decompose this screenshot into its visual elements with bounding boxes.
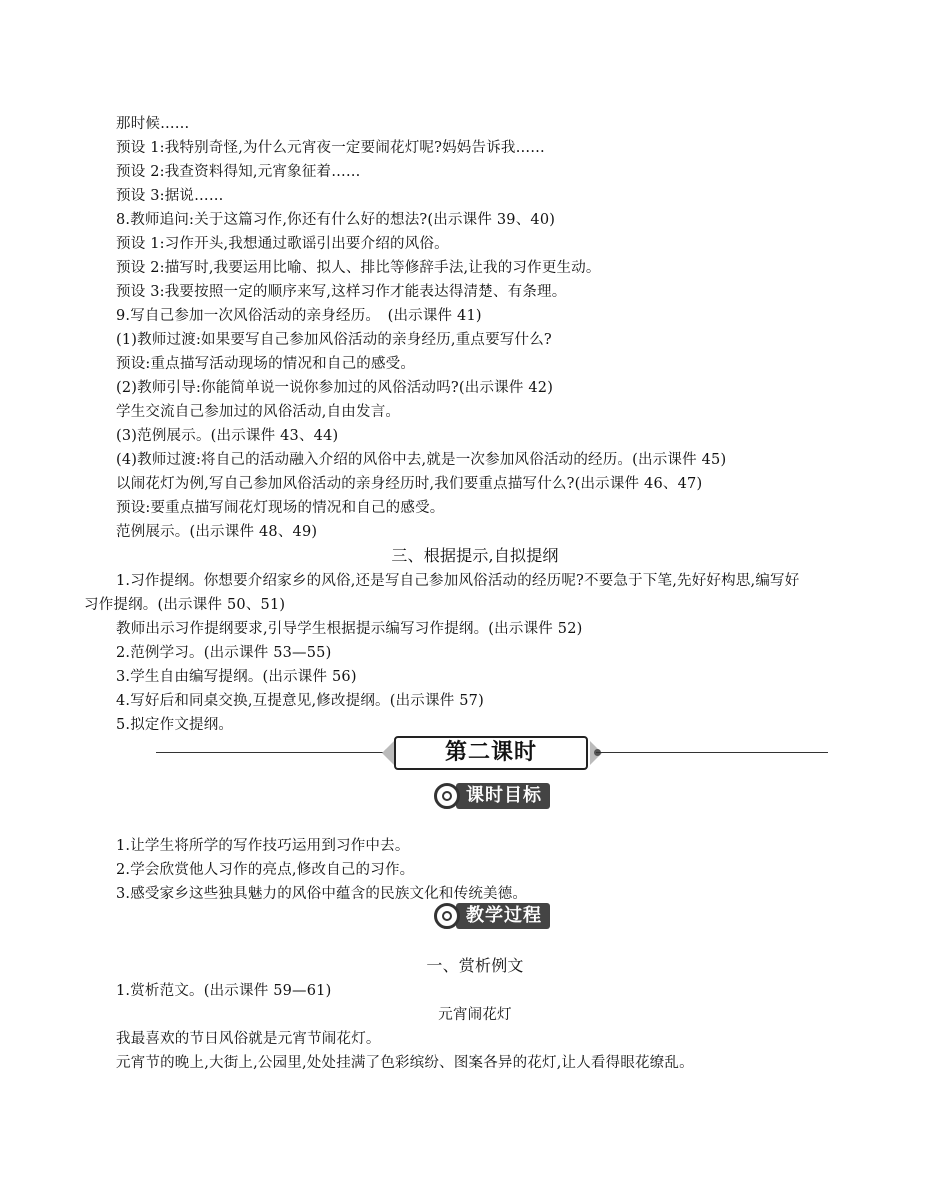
text-line: 预设 1:我特别奇怪,为什么元宵夜一定要闹花灯呢?妈妈告诉我……: [116, 140, 546, 156]
text-line: 学生交流自己参加过的风俗活动,自由发言。: [116, 404, 401, 420]
essay-title: 元宵闹花灯: [438, 1007, 512, 1023]
text-line: 以闹花灯为例,写自己参加风俗活动的亲身经历时,我们要重点描写什么?(出示课件 46、47): [116, 476, 703, 492]
text-line: 预设 3:据说……: [116, 188, 224, 204]
essay-line: 元宵节的晚上,大街上,公园里,处处挂满了色彩缤纷、图案各异的花灯,让人看得眼花缭乱。: [116, 1055, 694, 1071]
text-line: 预设 3:我要按照一定的顺序来写,这样习作才能表达得清楚、有条理。: [116, 284, 567, 300]
process-badge: [434, 902, 550, 930]
text-line: (3)范例展示。(出示课件 43、44): [116, 428, 339, 444]
text-line: 范例展示。(出示课件 48、49): [116, 524, 318, 540]
text-line: 8.教师追问:关于这篇习作,你还有什么好的想法?(出示课件 39、40): [116, 212, 556, 228]
text-line: 4.写好后和同桌交换,互提意见,修改提纲。(出示课件 57): [116, 693, 484, 709]
text-line: 预设:要重点描写闹花灯现场的情况和自己的感受。: [116, 500, 445, 516]
badge-label: 教学过程: [456, 903, 550, 929]
text-line: 预设 2:描写时,我要运用比喻、拟人、排比等修辞手法,让我的习作更生动。: [116, 260, 601, 276]
target-icon: [434, 783, 460, 809]
divider: [156, 752, 388, 753]
text-line: 预设:重点描写活动现场的情况和自己的感受。: [116, 356, 416, 372]
goals-badge: [434, 782, 550, 810]
goal-item: 2.学会欣赏他人习作的亮点,修改自己的习作。: [116, 862, 415, 878]
triangle-left-icon: [382, 741, 394, 765]
text-line: (1)教师过渡:如果要写自己参加风俗活动的亲身经历,重点要写什么?: [116, 332, 552, 348]
text-line: 2.范例学习。(出示课件 53—55): [116, 645, 332, 661]
text-line: 5.拟定作文提纲。: [116, 717, 234, 733]
target-icon: [434, 903, 460, 929]
section-heading: 一、赏析例文: [426, 956, 524, 975]
text-line: (4)教师过渡:将自己的活动融入介绍的风俗中去,就是一次参加风俗活动的经历。(出示课件 45): [116, 452, 727, 468]
goal-item: 1.让学生将所学的写作技巧运用到习作中去。: [116, 838, 410, 854]
goal-item: 3.感受家乡这些独具魅力的风俗中蕴含的民族文化和传统美德。: [116, 886, 528, 902]
text-line: 3.学生自由编写提纲。(出示课件 56): [116, 669, 357, 685]
lesson-title-banner: [156, 736, 828, 770]
text-line: 1.习作提纲。你想要介绍家乡的风俗,还是写自己参加风俗活动的经历呢?不要急于下笔,先好好构思,编写好: [116, 573, 800, 589]
text-line: 那时候……: [116, 116, 190, 132]
text-line: 教师出示习作提纲要求,引导学生根据提示编写习作提纲。(出示课件 52): [116, 621, 583, 637]
text-line: 预设 2:我查资料得知,元宵象征着……: [116, 164, 361, 180]
text-line: 9.写自己参加一次风俗活动的亲身经历。 (出示课件 41): [116, 308, 482, 324]
text-line: 1.赏析范文。(出示课件 59—61): [116, 983, 332, 999]
text-line: (2)教师引导:你能简单说一说你参加过的风俗活动吗?(出示课件 42): [116, 380, 554, 396]
essay-line: 我最喜欢的节日风俗就是元宵节闹花灯。: [116, 1031, 381, 1047]
lesson-title: 第二课时: [394, 736, 588, 770]
text-line: 预设 1:习作开头,我想通过歌谣引出要介绍的风俗。: [116, 236, 449, 252]
text-line: 习作提纲。(出示课件 50、51): [84, 597, 286, 613]
divider: [596, 752, 828, 753]
badge-label: 课时目标: [456, 783, 550, 809]
section-heading: 三、根据提示,自拟提纲: [391, 546, 559, 565]
